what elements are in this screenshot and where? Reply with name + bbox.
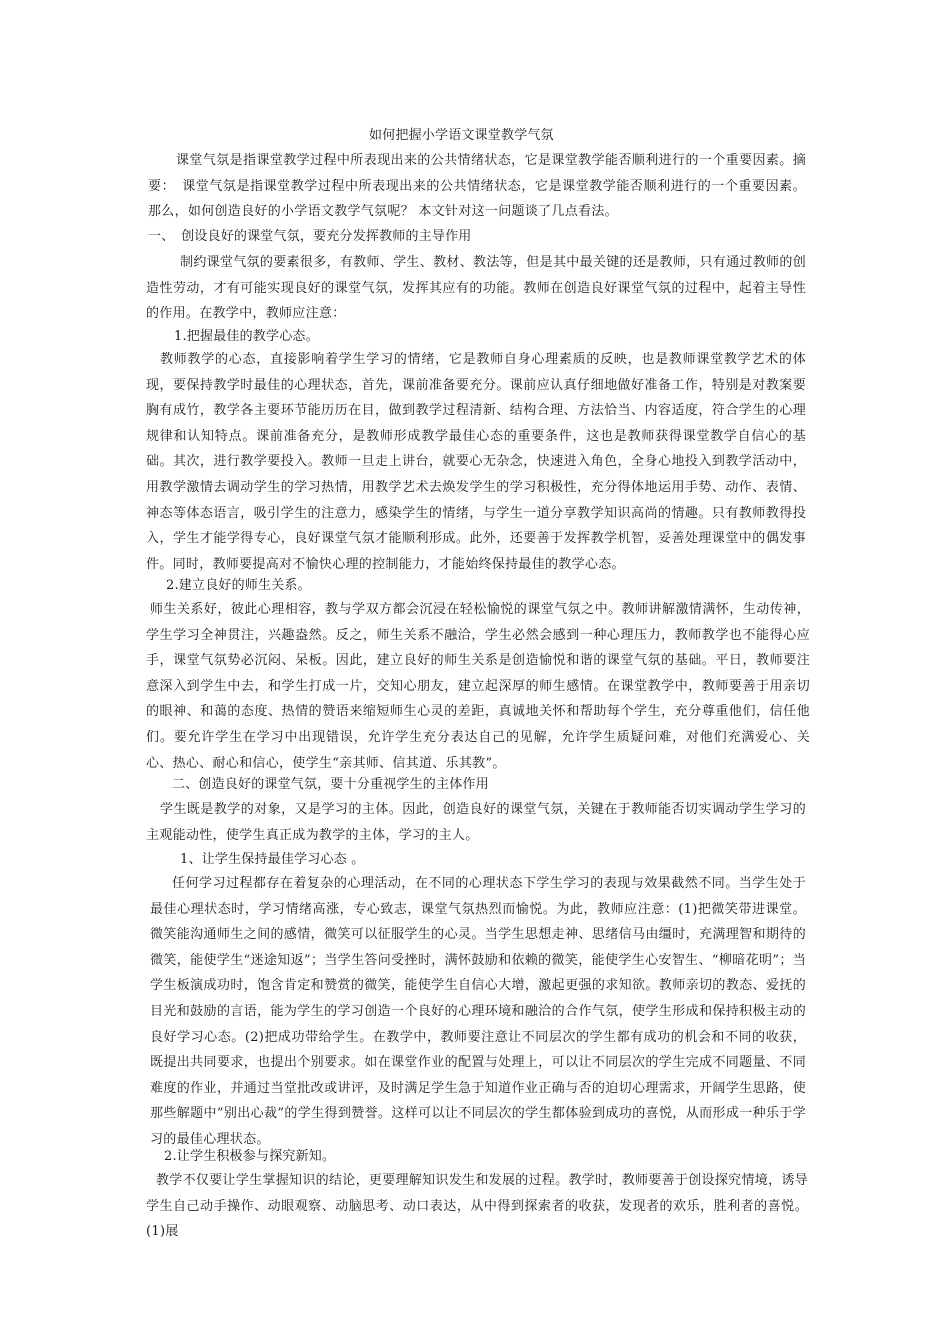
s1-item2-paragraph: 师生关系好，彼此心理相容，教与学双方都会沉浸在轻松愉悦的课堂气氛之中。教师讲解激情满怀，生动传神，学生学习全神贯注，兴趣盎然。反之，师生关系不融洽，学生必然会感到一种心理压力，教师教学也不能得心应手，课堂气氛势必沉闷、呆板。因此，建立良好的师生关系是创造愉悦和谐的课堂气氛的基础。平日，教师要注意深入到学生中去，和学生打成一片，交知心朋友，建立起深厚的师生感情。在课堂教学中，教师要善于用亲切的眼神、和蔼的态度、热情的赞语来缩短师生心灵的差距，真诚地关怀和帮助每个学生，充分尊重他们，信任他们。要允许学生在学习中出现错误，允许学生充分表达自己的见解，允许学生质疑问难，对他们充满爱心、关心、热心、耐心和信心，使学生“亲其师、信其道、乐其教”。 bbox=[146, 602, 810, 771]
s2-item1-heading: 1、让学生保持最佳学习心态 。 bbox=[180, 852, 365, 867]
s2-item1-paragraph: 任何学习过程都存在着复杂的心理活动，在不同的心理状态下学生学习的表现与效果截然不同。当学生处于最佳心理状态时，学习情绪高涨，专心致志，课堂气氛热烈而愉悦。为此，教师应注意：(1)把微笑带进课堂。微笑能沟通师生之间的感情，微笑可以征服学生的心灵。当学生思想走神、思绪信马由缰时，充满理智和期待的微笑，能使学生“迷途知返”；当学生答问受挫时，满怀鼓励和依赖的微笑，能使学生心安智生、“柳暗花明”；当学生板演成功时，饱含肯定和赞赏的微笑，能使学生自信心大增，激起更强的求知欲。教师亲切的教态、爱抚的目光和鼓励的言语，能为学生的学习创造一个良好的心理环境和融洽的合作气氛，使学生形成和保持积极主动的良好学习心态。(2)把成功带给学生。在教学中，教师要注意让不同层次的学生都有成功的机会和不同的收获，既提出共同要求，也提出个别要求。如在课堂作业的配置与处理上，可以让不同层次的学生完成不同题量、不同难度的作业，并通过当堂批改或讲评，及时满足学生急于知道作业正确与否的迫切心理需求，开阔学生思路，使那些解题中”别出心裁”的学生得到赞誉。这样可以让不同层次的学生都体验到成功的喜悦，从而形成一种乐于学习的最佳心理状态。 bbox=[150, 876, 806, 1147]
s1-item1-paragraph: 教师教学的心态，直接影响着学生学习的情绪，它是教师自身心理素质的反映，也是教师课堂教学艺术的体现，要保持教学时最佳的心理状态，首先，课前准备要充分。课前应认真仔细地做好准备工作，特别是对教案要胸有成竹，教学各主要环节能历历在目，做到教学过程清新、结构合理、方法恰当、内容适度，符合学生的心理规律和认知特点。课前准备充分，是教师形成教学最佳心态的重要条件，这也是教师获得课堂教学自信心的基础。其次，进行教学要投入。教师一旦走上讲台，就要心无杂念，快速进入角色，全身心地投入到教学活动中，用教学激情去调动学生的学习热情，用教学艺术去焕发学生的学习积极性，充分得体地运用手势、动作、表情、神态等体态语言，吸引学生的注意力，感染学生的情绪，与学生一道分享教学知识高尚的情趣。只有教师教得投入，学生才能学得专心，良好课堂气氛才能顺利形成。此外，还要善于发挥教学机智，妥善处理课堂中的偶发事件。同时，教师要提高对不愉快心理的控制能力，才能始终保持最佳的教学心态。 bbox=[146, 352, 806, 572]
s1-item1-heading: 1.把握最佳的教学心态。 bbox=[174, 329, 319, 344]
document-title: 如何把握小学语文课堂教学气氛 bbox=[369, 128, 554, 143]
s2-item2-paragraph: 教学不仅要让学生掌握知识的结论，更要理解知识发生和发展的过程。教学时，教师要善于创设探究情境，诱导学生自己动手操作、动眼观察、动脑思考、动口表达，从中得到探索者的收获，发现者的欢乐，胜利者的喜悦。(1)展 bbox=[146, 1173, 808, 1240]
section2-intro-paragraph: 学生既是教学的对象，又是学习的主体。因此，创造良好的课堂气氛，关键在于教师能否切实调动学生学习的主观能动性，使学生真正成为教学的主体，学习的主人。 bbox=[146, 802, 806, 843]
s1-item2-heading: 2.建立良好的师生关系。 bbox=[166, 578, 311, 593]
intro-paragraph: 课堂气氛是指课堂教学过程中所表现出来的公共情绪状态，它是课堂教学能否顺利进行的一个重要因素。摘要： 课堂气氛是指课堂教学过程中所表现出来的公共情绪状态，它是课堂教学能否顺利进行的一个重要因素。那么，如何创造良好的小学语文教学气氛呢？ 本文针对这一问题谈了几点看法。 bbox=[148, 153, 806, 220]
section2-heading: 二、创造良好的课堂气氛，要十分重视学生的主体作用 bbox=[172, 777, 489, 792]
section1-intro-paragraph: 制约课堂气氛的要素很多，有教师、学生、教材、教法等，但是其中最关键的还是教师，只有通过教师的创造性劳动，才有可能实现良好的课堂气氛，发挥其应有的功能。教师在创造良好课堂气氛的过程中，起着主导性的作用。在教学中，教师应注意： bbox=[146, 255, 806, 322]
section1-heading: 一、 创设良好的课堂气氛，要充分发挥教师的主导作用 bbox=[148, 229, 472, 244]
s2-item2-heading: 2.让学生积极参与探究新知。 bbox=[164, 1149, 336, 1164]
